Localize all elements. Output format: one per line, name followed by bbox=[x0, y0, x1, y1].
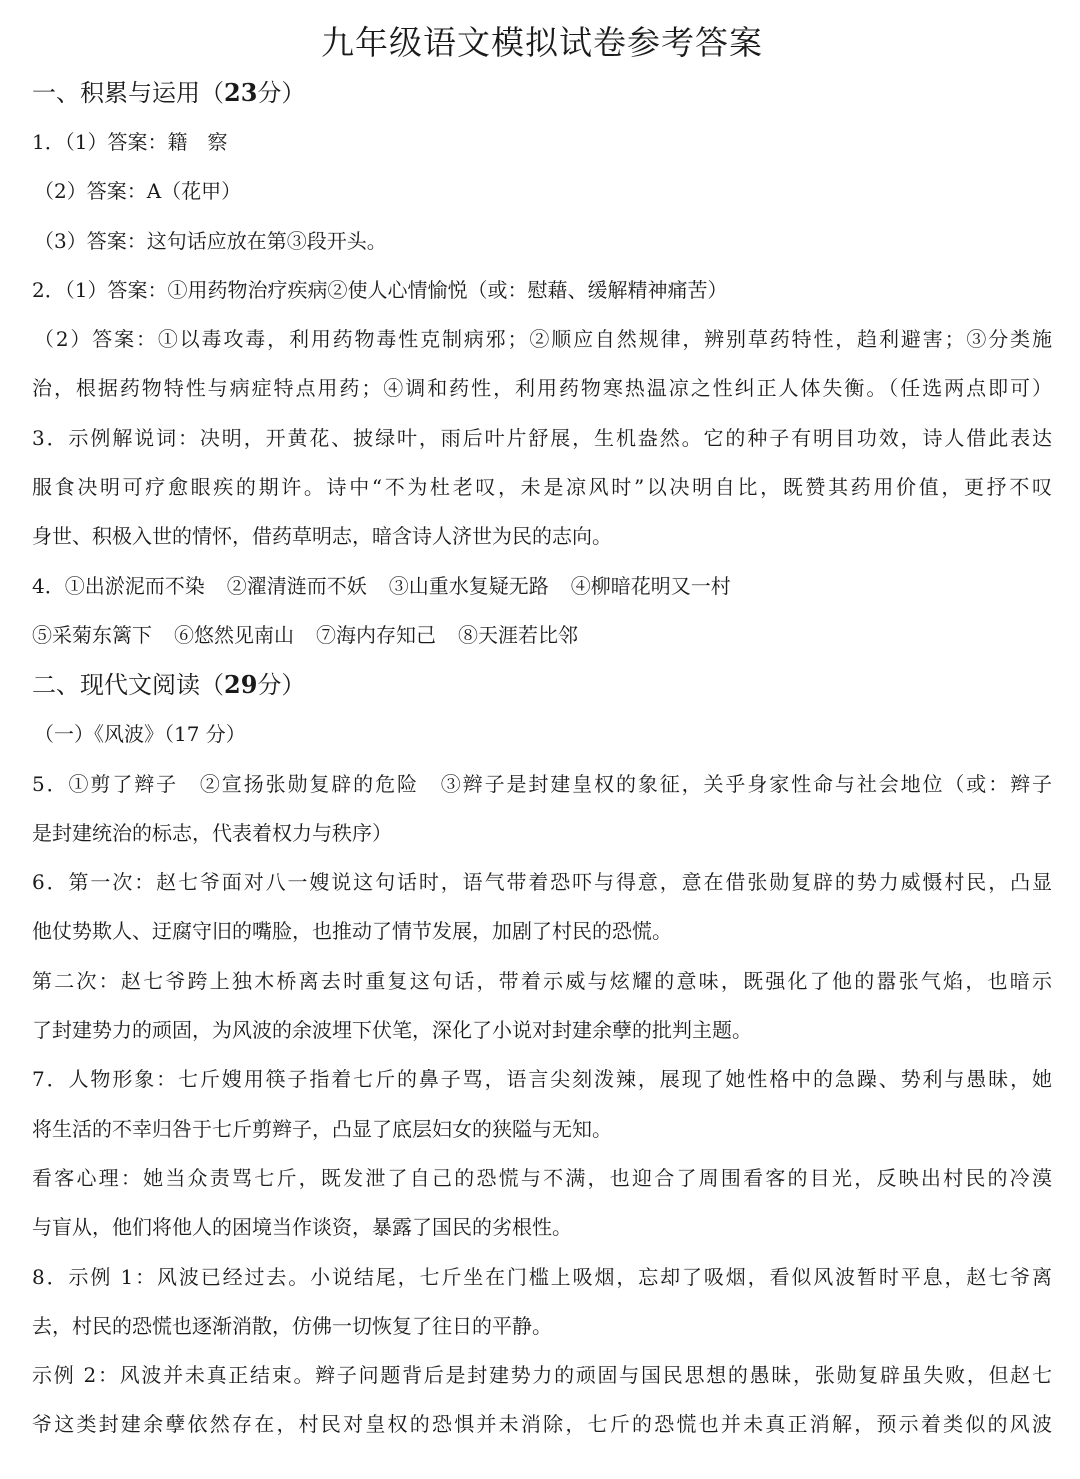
answer-line: 8．示例 1：风波已经过去。小说结尾，七斤坐在门槛上吸烟，忘却了吸烟，看似风波暂时平息，赵七爷离 bbox=[32, 1264, 1052, 1289]
answer-line: 2．（1）答案：①用药物治疗疾病②使人心情愉悦（或：慰藉、缓解精神痛苦） bbox=[32, 277, 728, 302]
answer-line: 身世、积极入世的情怀，借药草明志，暗含诗人济世为民的志向。 bbox=[32, 524, 612, 549]
section-heading-1 bbox=[32, 68, 1052, 118]
section-heading-2-prefix: 二、现代文阅读（ bbox=[32, 671, 224, 700]
poetry-answer-line bbox=[32, 611, 1052, 660]
answer-line: 3．示例解说词：决明，开黄花、披绿叶，雨后叶片舒展，生机盎然。它的种子有明目功效，诗人借此表达 bbox=[32, 425, 1052, 450]
answer-line: （2）答案：A（花甲） bbox=[34, 179, 242, 204]
answer-line: 治，根据药物特性与病症特点用药；④调和药性，利用药物寒热温凉之性纠正人体失衡。（任选两点即可） bbox=[32, 376, 1052, 401]
section-heading-2 bbox=[32, 660, 1052, 710]
answer-line: 他仗势欺人、迂腐守旧的嘴脸，也推动了情节发展，加剧了村民的恐慌。 bbox=[32, 919, 672, 944]
poetry-answer: ②濯清涟而不妖 bbox=[226, 573, 367, 598]
answer-line: 去，村民的恐慌也逐渐消散，仿佛一切恢复了往日的平静。 bbox=[32, 1313, 552, 1338]
document-title: 九年级语文模拟试卷参考答案 bbox=[321, 23, 763, 62]
poetry-answer: 4．①出淤泥而不染 bbox=[32, 573, 205, 598]
section-heading-1-prefix: 一、积累与运用（ bbox=[32, 79, 224, 107]
poetry-answer: ⑦海内存知己 bbox=[316, 622, 436, 647]
answer-line: 6．第一次：赵七爷面对八一嫂说这句话时，语气带着恐吓与得意，意在借张勋复辟的势力威慑村民，凸显 bbox=[32, 870, 1052, 895]
answer-line: 示例 2：风波并未真正结束。辫子问题背后是封建势力的顽固与国民思想的愚昧，张勋复辟虽失败，但赵七 bbox=[32, 1363, 1052, 1388]
poetry-answer: ⑧天涯若比邻 bbox=[458, 622, 578, 647]
section-heading-2-score: 29 bbox=[224, 670, 258, 700]
subsection-heading: （一）《风波》（17 分） bbox=[34, 722, 246, 747]
poetry-answer: ④柳暗花明又一村 bbox=[570, 573, 731, 598]
answer-line: 5．①剪了辫子 ②宣扬张勋复辟的危险 ③辫子是封建皇权的象征，关乎身家性命与社会地位（或：辫子 bbox=[32, 771, 1052, 796]
poetry-answer: ⑤采菊东篱下 bbox=[32, 622, 152, 647]
answer-line: 是封建统治的标志，代表着权力与秩序） bbox=[32, 820, 392, 845]
answer-line: 了封建势力的顽固，为风波的余波埋下伏笔，深化了小说对封建余孽的批判主题。 bbox=[32, 1018, 752, 1043]
answer-line: 第二次：赵七爷跨上独木桥离去时重复这句话，带着示威与炫耀的意味，既强化了他的嚣张气焰，也暗示 bbox=[32, 968, 1052, 993]
section-heading-1-suffix: 分） bbox=[257, 79, 306, 107]
answer-line: 与盲从，他们将他人的困境当作谈资，暴露了国民的劣根性。 bbox=[32, 1215, 572, 1240]
answer-line: （2）答案：①以毒攻毒，利用药物毒性克制病邪；②顺应自然规律，辨别草药特性，趋利避害；③分类施 bbox=[34, 327, 1052, 352]
answer-line: 1．（1）答案：籍 察 bbox=[32, 130, 228, 154]
answer-line: 服食决明可疗愈眼疾的期许。诗中“不为杜老叹，未是凉风时”以决明自比，既赞其药用价值，更抒不叹 bbox=[32, 475, 1052, 500]
section-heading-1-score: 23 bbox=[224, 78, 258, 107]
answer-line: 7．人物形象：七斤嫂用筷子指着七斤的鼻子骂，语言尖刻泼辣，展现了她性格中的急躁、势利与愚昧，她 bbox=[32, 1067, 1052, 1092]
poetry-answer: ⑥悠然见南山 bbox=[174, 622, 294, 647]
answer-line: （3）答案：这句话应放在第③段开头。 bbox=[34, 228, 387, 253]
poetry-answer: ③山重水复疑无路 bbox=[388, 573, 549, 598]
answer-line: 爷这类封建余孽依然存在，村民对皇权的恐惧并未消除，七斤的恐慌也并未真正消解，预示着类似的风波 bbox=[32, 1412, 1052, 1437]
poetry-answer-line bbox=[32, 562, 1052, 611]
answer-line: 看客心理：她当众责骂七斤，既发泄了自己的恐慌与不满，也迎合了周围看客的目光，反映出村民的冷漠 bbox=[32, 1165, 1052, 1190]
answer-line: 将生活的不幸归咎于七斤剪辫子，凸显了底层妇女的狭隘与无知。 bbox=[32, 1116, 612, 1141]
section-heading-2-suffix: 分） bbox=[257, 671, 306, 700]
